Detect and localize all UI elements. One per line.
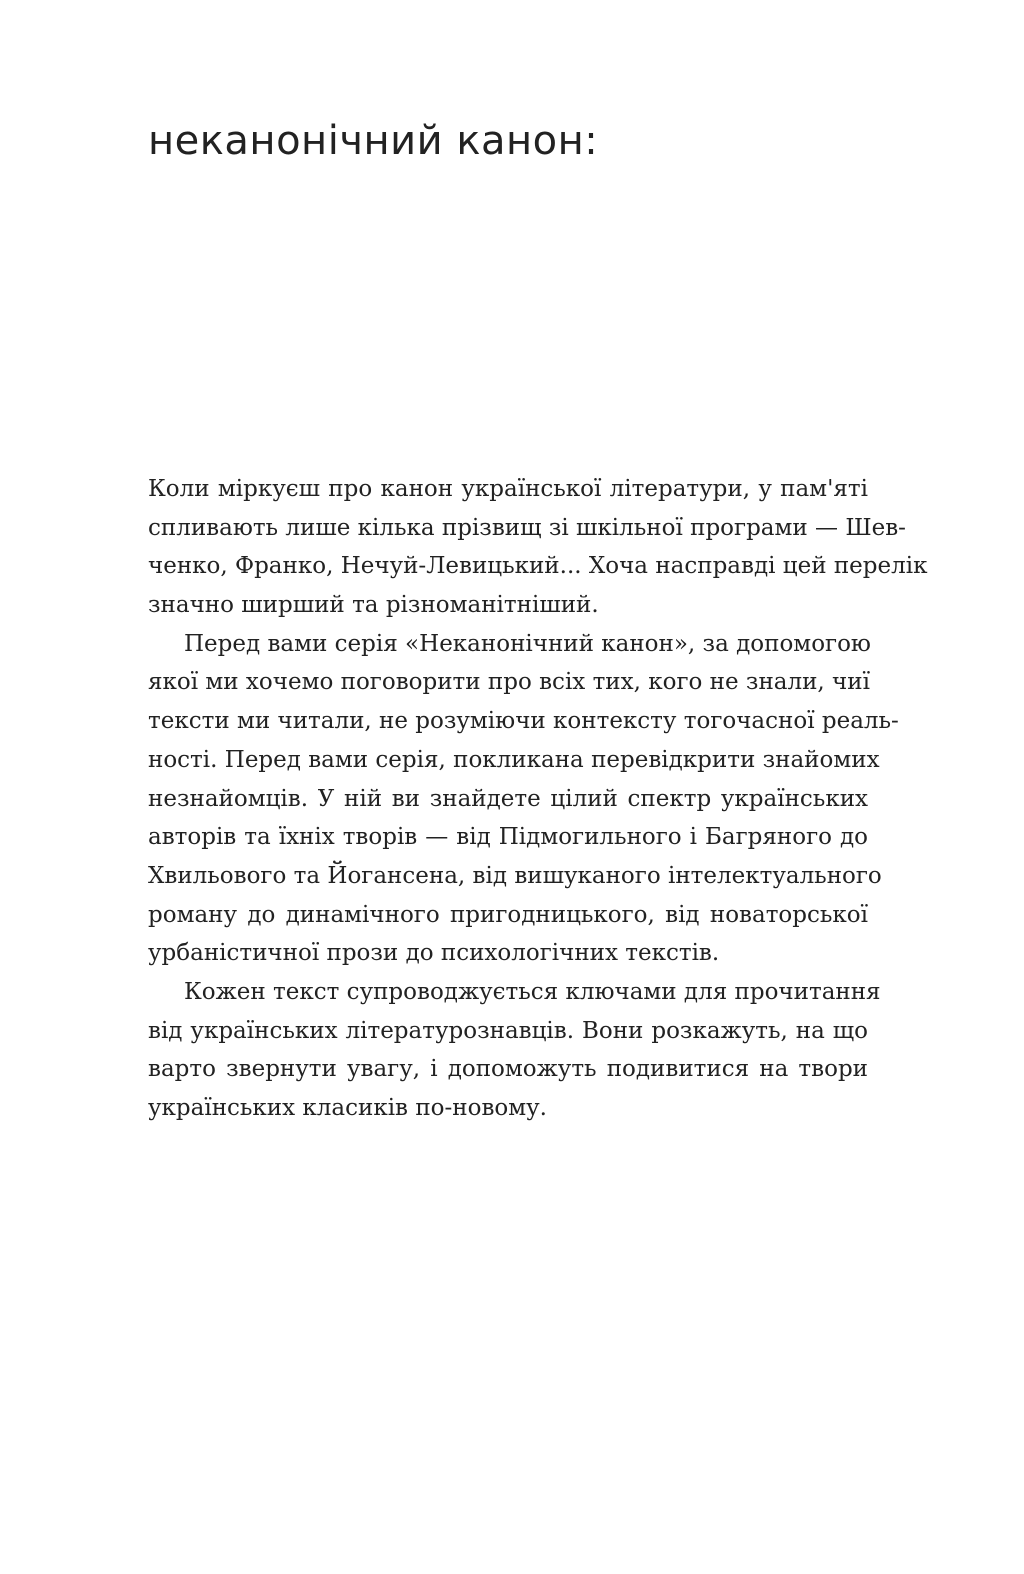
- paragraph-2-line-2: якої ми хочемо поговорити про всіх тих, кого не знали, чиї: [148, 669, 870, 696]
- paragraph-2-line-9: урбаністичної прози до психологічних текстів.: [148, 940, 720, 967]
- paragraph-3-line-4: українських класиків по-новому.: [148, 1095, 547, 1121]
- body-text: [148, 470, 928, 1128]
- paragraph-2-line-8: роману до динамічного пригодницького, від новаторської: [148, 901, 868, 928]
- paragraph-2-line-7: Хвильового та Йогансена, від вишуканого інтелектуального: [148, 862, 882, 889]
- paragraph-2-line-1: Перед вами серія «Неканонічний канон», за допомогою: [184, 630, 871, 657]
- paragraph-3-line-3: варто звернути увагу, і допоможуть подивитися на твори: [148, 1056, 868, 1083]
- page-title: неканонічний канон:: [148, 118, 599, 164]
- paragraph-2-line-3: тексти ми читали, не розуміючи контексту тогочасної реаль-: [148, 708, 899, 735]
- paragraph-3-line-2: від українських літературознавців. Вони розкажуть, на що: [148, 1017, 868, 1044]
- paragraph-1-line-2: спливають лише кілька прізвищ зі шкільної програми — Шев-: [148, 514, 906, 541]
- paragraph-1-line-4: значно ширший та різноманітніший.: [148, 592, 599, 619]
- paragraph-3-line-1: Кожен текст супроводжується ключами для прочитання: [184, 978, 881, 1005]
- paragraph-1-line-1: Коли міркуєш про канон української літератури, у пам'яті: [148, 476, 868, 502]
- paragraph-2-line-6: авторів та їхніх творів — від Підмогильного і Багряного до: [148, 824, 868, 851]
- paragraph-1-line-3: ченко, Франко, Нечуй-Левицький... Хоча насправді цей перелік: [148, 553, 928, 580]
- paragraph-2-line-4: ності. Перед вами серія, покликана перевідкрити знайомих: [148, 746, 880, 773]
- paragraph-2-line-5: незнайомців. У ній ви знайдете цілий спектр українських: [148, 785, 868, 812]
